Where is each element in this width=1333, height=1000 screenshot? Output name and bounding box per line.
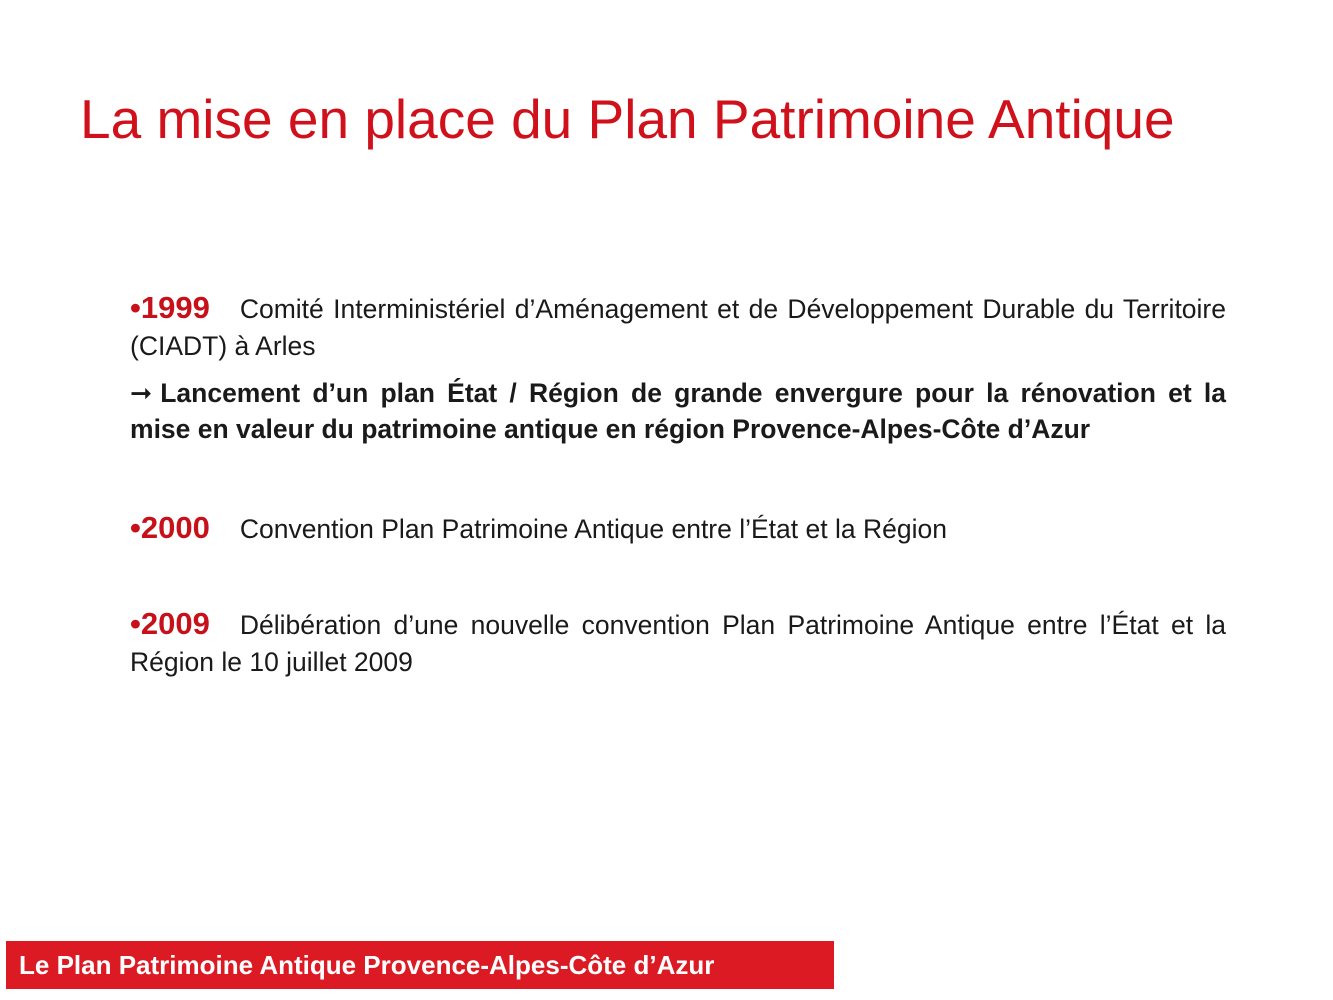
entry-description: Convention Plan Patrimoine Antique entre l’État et la Région bbox=[239, 514, 947, 544]
entry-year: •1999 bbox=[130, 290, 210, 325]
timeline-entry-2000 bbox=[130, 509, 1226, 548]
timeline-entry-1999 bbox=[130, 289, 1226, 365]
timeline-list bbox=[130, 289, 1226, 681]
timeline-entry-2009 bbox=[130, 605, 1226, 681]
entry-year: •2000 bbox=[130, 510, 210, 545]
entry-1999-outcome bbox=[130, 375, 1226, 447]
slide-title: La mise en place du Plan Patrimoine Antique bbox=[80, 88, 1175, 150]
entry-description: Comité Interministériel d’Aménagement et de Développement Durable du Territoire (CIADT) à Arles bbox=[130, 294, 1226, 361]
arrow-right-icon: ➞ bbox=[130, 378, 153, 408]
entry-description: Délibération d’une nouvelle convention Plan Patrimoine Antique entre l’État et la Région le 10 juillet 2009 bbox=[130, 610, 1226, 677]
outcome-text: Lancement d’un plan État / Région de grande envergure pour la rénovation et la mise en valeur du patrimoine antique en région Provence-Alpes-Côte d’Azur bbox=[130, 378, 1226, 444]
footer-banner: Le Plan Patrimoine Antique Provence-Alpes-Côte d’Azur bbox=[6, 941, 834, 989]
entry-year: •2009 bbox=[130, 606, 210, 641]
